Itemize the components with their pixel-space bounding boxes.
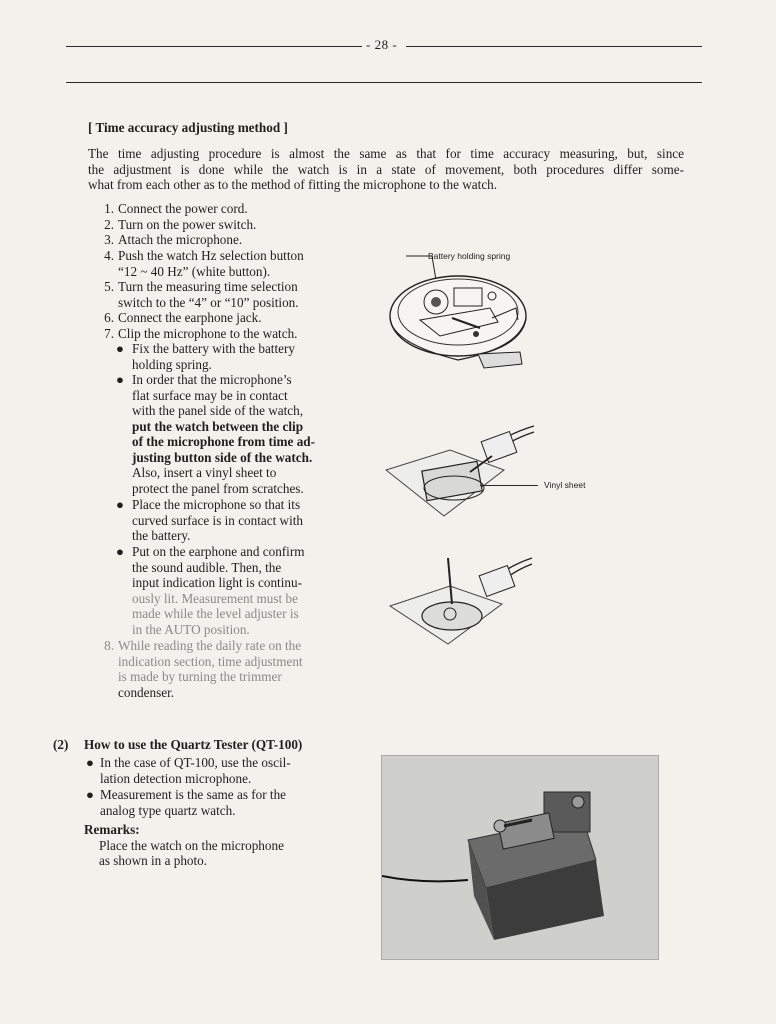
bullet-line: the battery. xyxy=(132,528,191,543)
header-rule-left xyxy=(66,46,362,47)
bullet-line: of the microphone from time ad- xyxy=(132,434,316,449)
bullet-dot: ● xyxy=(116,372,124,387)
header-rule-right xyxy=(406,46,702,47)
section2-bullet xyxy=(86,787,336,819)
microphone-clip-illustration xyxy=(384,420,544,520)
bullet-line: Also, insert a vinyl sheet to xyxy=(132,465,277,480)
step-line: While reading the daily rate on the xyxy=(118,638,302,653)
intro-line: what from each other as to the method of fitting the microphone to the watch. xyxy=(88,177,498,193)
figure-label-vinyl-sheet: Vinyl sheet xyxy=(544,480,586,490)
bullet-line: Fix the battery with the battery xyxy=(132,341,295,356)
bullet-line: In the case of QT-100, use the oscil- xyxy=(100,755,291,770)
step-line: Connect the power cord. xyxy=(118,201,248,216)
section2-number: (2) xyxy=(53,737,69,752)
intro-paragraph xyxy=(88,146,684,193)
bullet-dot: ● xyxy=(116,341,124,356)
step-number: 1. xyxy=(104,201,114,216)
bullet-line: In order that the microphone’s xyxy=(132,372,292,387)
figure-label-battery-spring: Battery holding spring xyxy=(428,251,511,261)
step-line: Connect the earphone jack. xyxy=(118,310,262,325)
bullet-line: curved surface is in contact with xyxy=(132,513,304,528)
step-line: “12 ~ 40 Hz” (white button). xyxy=(118,264,271,279)
step-line: condenser. xyxy=(118,685,175,700)
step-line: Push the watch Hz selection button xyxy=(118,248,304,263)
bullet-dot: ● xyxy=(116,544,124,559)
bullet-line: input indication light is continu- xyxy=(132,575,302,590)
quartz-tester-device-illustration xyxy=(382,756,658,959)
quartz-tester-photo xyxy=(381,755,659,960)
watch-movement-illustration xyxy=(380,248,550,378)
step-number: 4. xyxy=(104,248,114,263)
bullet-line: lation detection microphone. xyxy=(100,771,252,786)
bullet-line: analog type quartz watch. xyxy=(100,803,236,818)
step-line: is made by turning the trimmer xyxy=(118,669,282,684)
step-number: 8. xyxy=(104,638,114,653)
step-line: indication section, time adjustment xyxy=(118,654,303,669)
remarks-label: Remarks: xyxy=(84,822,140,837)
step-number: 5. xyxy=(104,279,114,294)
bullet-line: made while the level adjuster is xyxy=(132,606,299,621)
section-heading: [ Time accuracy adjusting method ] xyxy=(88,120,288,135)
bullet-line: justing button side of the watch. xyxy=(132,450,313,465)
step-number: 2. xyxy=(104,217,114,232)
step-line: Turn on the power switch. xyxy=(118,217,257,232)
bullet-line: ously lit. Measurement must be xyxy=(132,591,298,606)
vinyl-sheet-leader xyxy=(480,485,538,486)
page-number: - 28 - xyxy=(366,37,398,52)
bullet-line: in the AUTO position. xyxy=(132,622,250,637)
bullet-line: the sound audible. Then, the xyxy=(132,560,282,575)
intro-line: the adjustment is done while the watch is in a state of movement, both procedures differ some- xyxy=(88,161,684,177)
bullet-line: put the watch between the clip xyxy=(132,419,304,434)
remarks-line: as shown in a photo. xyxy=(99,853,208,868)
step-line: Turn the measuring time selection xyxy=(118,279,298,294)
bullet-line: protect the panel from scratches. xyxy=(132,481,304,496)
microphone-on-watch-illustration xyxy=(386,556,536,646)
remarks-line: Place the watch on the microphone xyxy=(99,838,284,853)
step-line: Clip the microphone to the watch. xyxy=(118,326,298,341)
intro-line: The time adjusting procedure is almost the same as that for time accuracy measuring, but, since xyxy=(88,146,684,161)
bullet-line: holding spring. xyxy=(132,357,212,372)
bullet-dot: ● xyxy=(86,755,94,770)
section2-bullet xyxy=(86,755,336,787)
bullet-line: Place the microphone so that its xyxy=(132,497,301,512)
section2-heading: How to use the Quartz Tester (QT-100) xyxy=(84,737,303,752)
step-number: 3. xyxy=(104,232,114,247)
bullet-dot: ● xyxy=(116,497,124,512)
step-line: switch to the “4” or “10” position. xyxy=(118,295,299,310)
bullet-line: flat surface may be in contact xyxy=(132,388,288,403)
bullet-line: with the panel side of the watch, xyxy=(132,403,304,418)
header-rule-full xyxy=(66,82,702,83)
step-number: 7. xyxy=(104,326,114,341)
bullet-line: Measurement is the same as for the xyxy=(100,787,287,802)
step-line: Attach the microphone. xyxy=(118,232,243,247)
bullet-line: Put on the earphone and confirm xyxy=(132,544,305,559)
step-number: 6. xyxy=(104,310,114,325)
bullet-dot: ● xyxy=(86,787,94,802)
